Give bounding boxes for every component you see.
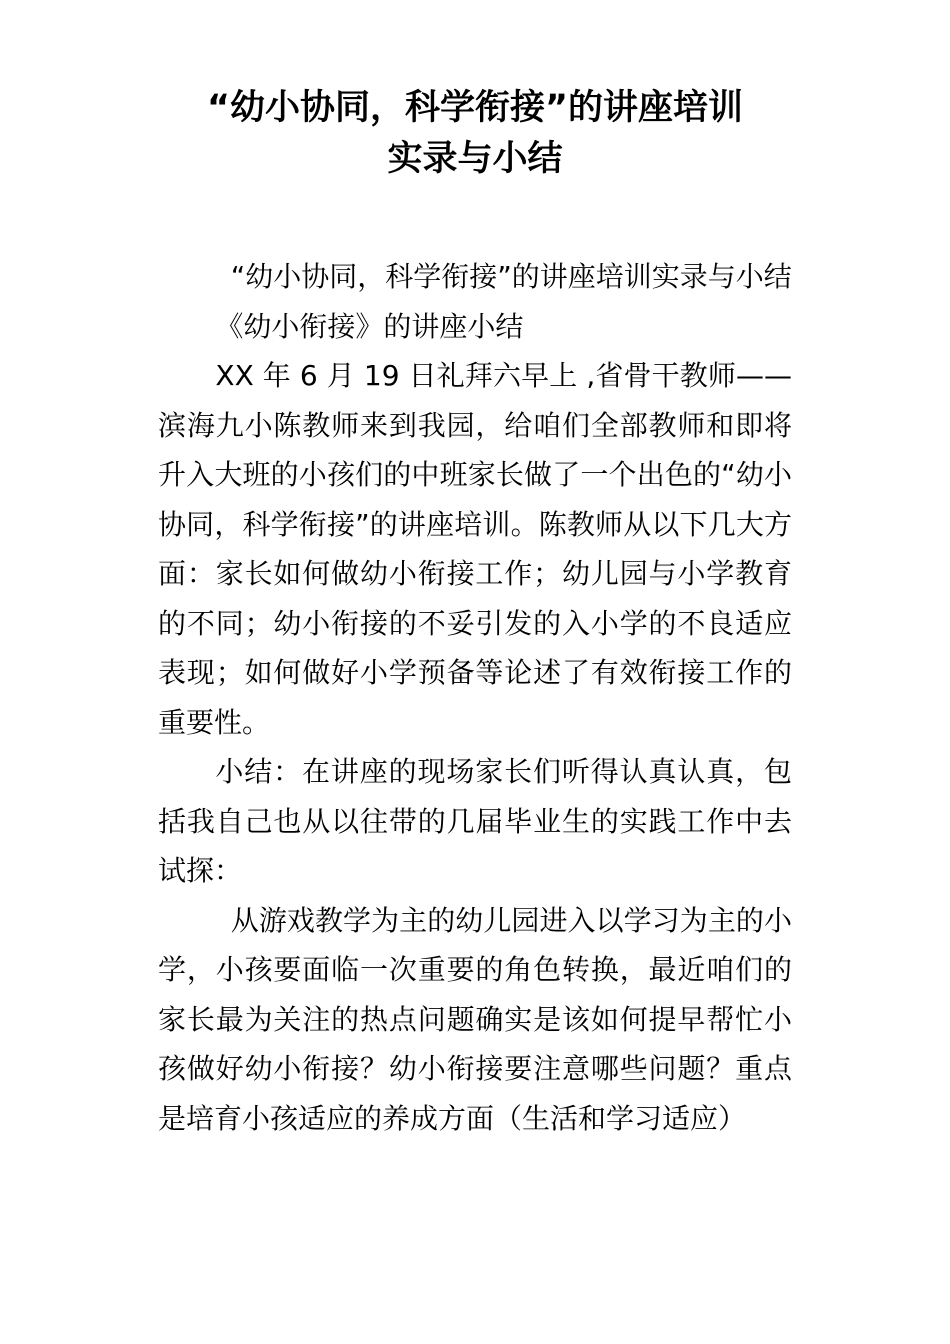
- paragraph-lecture-summary: XX 年 6 月 19 日礼拜六早上 ,省骨干教师——滨海九小陈教师来到我园，给咱们全部教师和即将升入大班的小孩们的中班家长做了一个出色的“幼小协同，科学衔接”的讲座培训。陈教师从以下几大方面：家长如何做幼小衔接工作；幼儿园与小学教育的不同；幼小衔接的不妥引发的入小学的不良适应表现；如何做好小学预备等论述了有效衔接工作的重要性。: [158, 359, 792, 739]
- document-title-line-1: “幼小协同，科学衔接”的讲座培训: [206, 88, 743, 128]
- document-body: [158, 252, 792, 1143]
- paragraph-transition: 从游戏教学为主的幼儿园进入以学习为主的小学，小孩要面临一次重要的角色转换，最近咱们的家长最为关注的热点问题确实是该如何提早帮忙小孩做好幼小衔接？幼小衔接要注意哪些问题？重点是培育小孩适应的养成方面（生活和学习适应）: [158, 903, 792, 1135]
- document-title-line-2: 实录与小结: [387, 139, 563, 179]
- paragraph-conclusion: 小结：在讲座的现场家长们听得认真认真，包括我自己也从以往带的几届毕业生的实践工作中去试探：: [158, 755, 792, 887]
- paragraph-subheading: 《幼小衔接》的讲座小结: [215, 309, 524, 343]
- paragraph-heading: “幼小协同，科学衔接”的讲座培训实录与小结: [230, 260, 792, 293]
